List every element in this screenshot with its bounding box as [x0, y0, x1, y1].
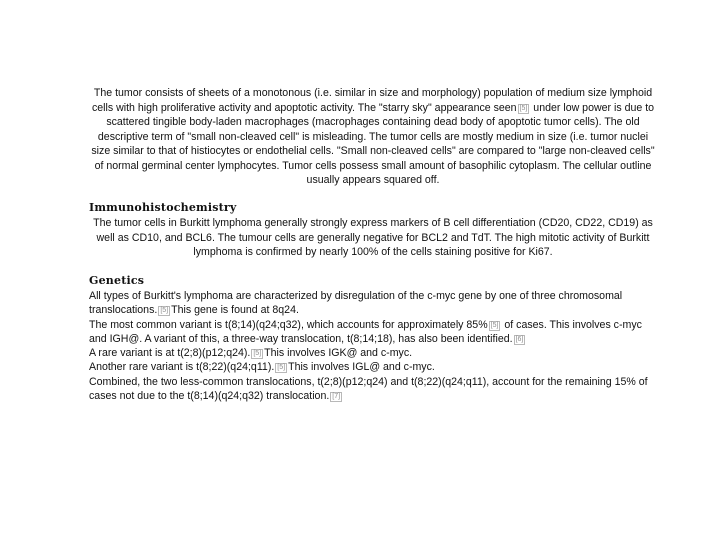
- morphology-text-part1: The tumor consists of sheets of a monotonous (i.e. similar in size and morphology) population of medium size lymphoid cells with high proliferative activity and apoptotic activity. The "starry sky" appearance seen: [91, 87, 653, 114]
- genetics-line: [89, 360, 649, 374]
- citation-link[interactable]: [5]: [253, 350, 262, 358]
- morphology-paragraph: [88, 86, 658, 188]
- genetics-text: The most common variant is t(8;14)(q24;q32), which accounts for approximately 85%: [89, 318, 488, 331]
- citation-link[interactable]: [7]: [332, 393, 341, 401]
- genetics-text: This involves IGL@ and c-myc.: [288, 361, 435, 374]
- citation-link[interactable]: [5]: [160, 307, 169, 315]
- immunohistochemistry-paragraph: The tumor cells in Burkitt lymphoma generally strongly express markers of B cell differentiation (CD20, CD22, CD19) as well as CD10, and BCL6. The tumour cells are generally negative for BCL2 and TdT. The high mitotic activity of Burkitt lymphoma is confirmed by nearly 100% of the cells staining positive for Ki67.: [93, 217, 653, 258]
- genetics-text: This involves IGK@ and c-myc.: [264, 347, 413, 360]
- citation-link[interactable]: [5]: [519, 104, 528, 112]
- genetics-line: [89, 346, 649, 360]
- genetics-line: [89, 375, 649, 404]
- immunohistochemistry-heading: Immunohistochemistry: [89, 201, 237, 214]
- citation-link[interactable]: [5]: [490, 321, 499, 329]
- genetics-text: This gene is found at 8q24.: [171, 304, 299, 317]
- genetics-paragraph: [89, 289, 649, 403]
- genetics-text: of cases. This involves c-myc and IGH@. A variant of this, a three-way translocation, t(8;14;18), has also been identified.: [89, 318, 642, 345]
- genetics-line: [89, 318, 649, 347]
- citation-link[interactable]: [6]: [515, 335, 524, 343]
- genetics-line: [89, 289, 649, 318]
- genetics-text: Combined, the two less-common translocations, t(2;8)(p12;q24) and t(8;22)(q24;q11), account for the remaining 15% of cases not due to the t(8;14)(q24;q32) translocation.: [89, 375, 648, 403]
- genetics-heading: Genetics: [89, 274, 145, 287]
- morphology-text-part2: under low power is due to scattered tingible body-laden macrophages (macrophages containing dead body of apoptotic tumor cells). The old descriptive term of "small non-cleaved cell" is misleading. The tumor cells are mostly medium in size (i.e. tumor nuclei size similar to that of histiocytes or endothelial cells. "Small non-cleaved cells" are compared to "large non-cleaved cells" of normal germinal center lymphocytes. Tumor cells possess small amount of basophilic cytoplasm. The cellular outline usually appears squared off.: [91, 101, 655, 186]
- genetics-text: A rare variant is at t(2;8)(p12;q24).: [89, 347, 251, 360]
- citation-link[interactable]: [5]: [277, 364, 286, 372]
- genetics-text: All types of Burkitt's lymphoma are characterized by disregulation of the c-myc gene by one of three chromosomal translocations.: [89, 290, 623, 317]
- genetics-text: Another rare variant is t(8;22)(q24;q11).: [89, 361, 275, 374]
